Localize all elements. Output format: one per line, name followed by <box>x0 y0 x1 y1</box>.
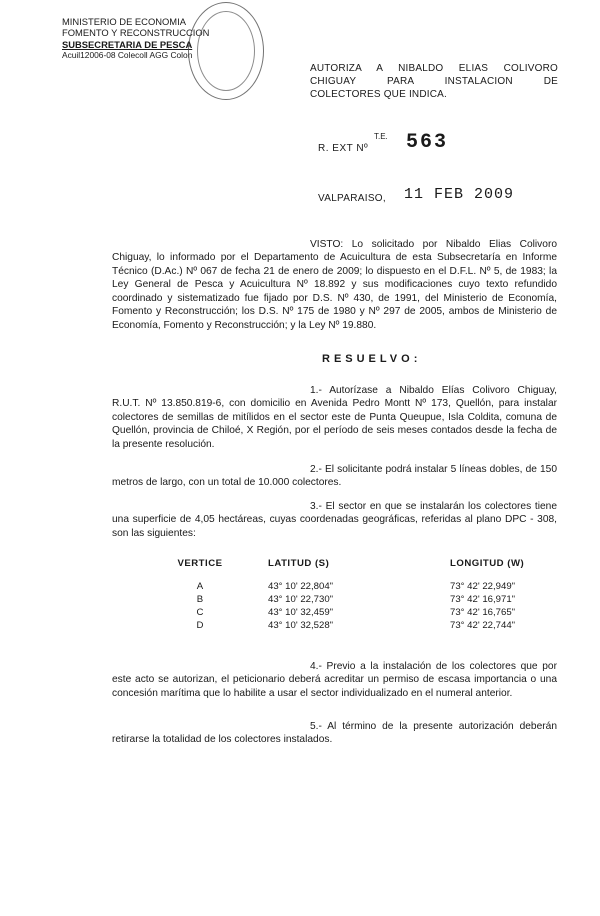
dateline <box>318 185 558 207</box>
item-4-text: 4.- Previo a la instalación de los colectores que por este acto se autorizan, el peticionario deberá acreditar un permiso de escasa importancia o una concesión marítima que lo habilite a usar el sector individualizado en el numeral anterior. <box>112 661 557 699</box>
coordinates-header-row <box>140 558 590 581</box>
dateline-date-stamp: 11 FEB 2009 <box>404 186 515 203</box>
item-1 <box>112 384 557 451</box>
item-2-text: 2.- El solicitante podrá instalar 5 líneas dobles, de 150 metros de largo, con un total de 10.000 colectores. <box>112 464 557 489</box>
item-4 <box>112 660 557 700</box>
subsecretaria-line: SUBSECRETARIA DE PESCA <box>62 38 193 50</box>
item-5 <box>112 720 557 747</box>
longitude-cell: 73° 42' 22,744" <box>450 619 516 631</box>
item-1-text: 1.- Autorízase a Nibaldo Elías Colivoro Chiguay, R.U.T. Nº 13.850.819-6, con domicilio en Avenida Pedro Montt Nº 173, Quellón, para instalar colectores de semillas de mitílidos en el sector este de Punta Queupue, Isla Coldita, comuna de Quellón, provincia de Chiloé, X Región, por el período de seis meses contados desde la fecha de la presente resolución. <box>112 385 557 450</box>
latitude-cell: 43° 10' 22,804" <box>268 580 334 592</box>
resolution-subject <box>310 62 558 101</box>
vertex-cell: B <box>196 593 204 605</box>
item-2 <box>112 463 557 490</box>
vertex-cell: A <box>196 580 204 592</box>
item-5-text: 5.- Al término de la presente autorización deberán retirarse la totalidad de los colectores instalados. <box>112 721 557 746</box>
resolution-label: R. EXT Nº <box>318 143 369 154</box>
vertex-cell: C <box>196 606 204 618</box>
reference-code: Acuil12006-08 Colecoll AGG Colon <box>62 49 193 60</box>
vertex-cell: D <box>196 619 204 631</box>
resolution-number <box>318 130 518 160</box>
official-seal-stamp <box>188 2 264 100</box>
visto-text: VISTO: Lo solicitado por Nibaldo Elias Colivoro Chiguay, lo informado por el Departamento de Acuicultura de esta Subsecretaría en Informe Técnico (D.Ac.) Nº 067 de fecha 21 de enero de 2009; lo dispuesto en el D.F.L. Nº 5, de 1983; la Ley General de Pesca y Acuicultura Nº 18.892 y sus modificaciones cuyo texto refundido coordinado y sistematizado fue fijado por D.S. Nº 430, de 1991, del Ministerio de Economía, Fomento y Reconstrucción; los D.S. Nº 175 de 1980 y Nº 297 de 2005, ambos de Ministerio de Economía, Fomento y Reconstrucción; y la Ley Nº 19.880. <box>112 239 557 331</box>
dateline-city: VALPARAISO, <box>318 193 386 204</box>
latitude-cell: 43° 10' 22,730" <box>268 593 334 605</box>
item-3 <box>112 500 557 540</box>
table-row <box>140 581 590 594</box>
table-row <box>140 594 590 607</box>
longitude-cell: 73° 42' 16,765" <box>450 606 516 618</box>
subject-line-1: AUTORIZA A NIBALDO ELIAS COLIVORO <box>310 63 558 74</box>
header-latitud: LATITUD (S) <box>268 558 330 569</box>
header-longitud: LONGITUD (W) <box>450 558 525 569</box>
longitude-cell: 73° 42' 16,971" <box>450 593 516 605</box>
latitude-cell: 43° 10' 32,528" <box>268 619 334 631</box>
resuelvo-heading: RESUELVO: <box>322 353 422 365</box>
longitude-cell: 73° 42' 22,949" <box>450 580 516 592</box>
latitude-cell: 43° 10' 32,459" <box>268 606 334 618</box>
subject-line-3: COLECTORES QUE INDICA. <box>310 89 448 100</box>
resolution-mark: T.E. <box>374 132 388 141</box>
subject-line-2: CHIGUAY PARA INSTALACION DE <box>310 76 558 87</box>
ministry-line-1: MINISTERIO DE ECONOMIA <box>62 16 186 27</box>
header-vertice: VERTICE <box>177 558 223 569</box>
table-row <box>140 607 590 620</box>
item-3-text: 3.- El sector en que se instalarán los colectores tiene una superficie de 4,05 hectáreas, cuyas coordenadas geográficas, referidas al plano DPC - 308, son las siguientes: <box>112 501 557 539</box>
ministry-line-2: FOMENTO Y RECONSTRUCCION <box>62 27 210 39</box>
coordinates-table <box>140 558 590 633</box>
visto-paragraph <box>112 238 557 332</box>
table-row <box>140 620 590 633</box>
resolution-number-value: 563 <box>406 131 449 154</box>
